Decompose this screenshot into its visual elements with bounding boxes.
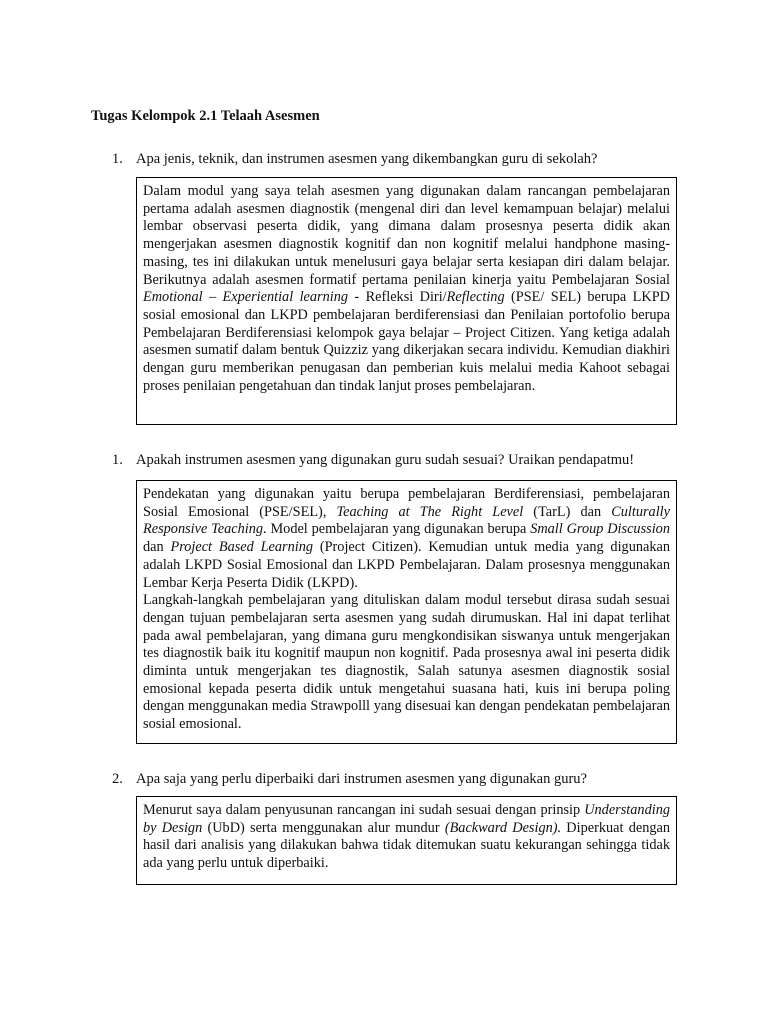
page-title: Tugas Kelompok 2.1 Telaah Asesmen [91, 108, 320, 124]
question-2 [112, 452, 634, 469]
question-number: 1. [112, 151, 123, 167]
question-text: Apa jenis, teknik, dan instrumen asesmen yang dikembangkan guru di sekolah? [136, 151, 598, 167]
question-text: Apa saja yang perlu diperbaiki dari instrumen asesmen yang digunakan guru? [136, 771, 587, 787]
answer-paragraph [143, 486, 670, 592]
answer-text: Dalam modul yang saya telah asesmen yang digunakan dalam rancangan pembelajaran pertama adalah asesmen diagnostik (mengenal diri dan level kemampuan belajar) melalui lembar observasi peserta didik, yang dimana dalam prosesnya peserta didik akan mengerjakan asesmen diagnostik kognitif dan non kognitif melalui handphone masing-masing, tes ini dilakukan untuk menelusuri gaya belajar serta kesiapan diri dalam belajar. Berikutnya adalah asesmen formatif pertama penilaian kinerja yaitu Pembelajaran Sosial [143, 183, 670, 288]
question-number: 1. [112, 452, 123, 468]
answer-text: (UbD) serta menggunakan alur mundur [202, 819, 445, 836]
answer-paragraph: Langkah-langkah pembelajaran yang dituliskan dalam modul tersebut dirasa sudah sesuai dengan tujuan pembelajaran serta asesmen yang sudah dirumuskan. Hal ini dapat terlihat pada awal pembelajaran, yang dimana guru mengkondisikan siswanya untuk mengerjakan tes diagnostik baik itu kognitif maupun non kognitif. Pada prosesnya awal ini peserta didik diminta untuk mengerjakan tes diagnostik, Salah satunya asesmen diagnostik sosial emosional kepada peserta didik untuk mengetahui suasana hati, kuis ini berupa poling dengan menggunakan media Strawpolll yang disesuai kan dengan pendekatan pembelajaran sosial emosional. [143, 592, 670, 733]
answer-italic-text: Understanding by Design [143, 802, 670, 836]
answer-italic-text: Culturally Responsive Teaching [143, 503, 670, 538]
answer-italic-text: Small Group Discussion [530, 521, 670, 538]
answer-text: Diperkuat dengan hasil dari analisis yang dilakukan bahwa tidak ditemukan suatu kekurangan sehingga tidak ada yang perlu untuk diperbaiki. [143, 819, 670, 872]
answer-box-2 [136, 480, 677, 744]
question-1 [112, 151, 597, 168]
answer-text: . Model pembelajaran yang digunakan berupa [263, 521, 531, 538]
answer-paragraph [143, 183, 670, 395]
answer-text: dan [143, 539, 171, 556]
answer-italic-text: (Backward Design). [444, 819, 562, 836]
answer-text: (PSE/ SEL) berupa LKPD sosial emosional dan LKPD pembelajaran berdiferensiasi dan Penilaian portofolio berupa Pembelajaran Berdiferensiasi kelompok gaya belajar – Project Citizen. Yang ketiga adalah asesmen sumatif dalam bentuk Quizziz yang dikerjakan secara individu. Kemudian diakhiri dengan guru memberikan penugasan dan pemberian kuis melalui media Kahoot sebagai proses penilaian pengetahuan dan tindak lanjut proses pembelajaran. [143, 289, 670, 394]
answer-italic-text: Teaching at The Right Level [336, 503, 524, 520]
answer-text: (Project Citizen). Kemudian untuk media yang digunakan adalah LKPD Sosial Emosional dan LKPD Pembelajaran. Dalam prosesnya menggunakan Lembar Kerja Peserta Didik (LKPD). [143, 539, 670, 591]
answer-text: (TarL) dan [523, 503, 612, 520]
answer-paragraph [143, 802, 670, 873]
question-3 [112, 771, 587, 788]
question-text: Apakah instrumen asesmen yang digunakan guru sudah sesuai? Uraikan pendapatmu! [136, 452, 635, 468]
answer-text: - Refleksi Diri/ [348, 289, 447, 306]
answer-italic-text: Emotional – Experiential learning [143, 289, 349, 306]
answer-box-1 [136, 177, 677, 425]
answer-text: Menurut saya dalam penyusunan rancangan ini sudah sesuai dengan prinsip [143, 802, 585, 818]
answer-text: Pendekatan yang digunakan yaitu berupa pembelajaran Berdiferensiasi, pembelajaran Sosial Emosional (PSE/SEL), [143, 486, 670, 520]
answer-italic-text: Reflecting [446, 289, 505, 306]
question-number: 2. [112, 771, 123, 787]
answer-box-3 [136, 796, 677, 885]
answer-italic-text: Project Based Learning [170, 539, 314, 556]
